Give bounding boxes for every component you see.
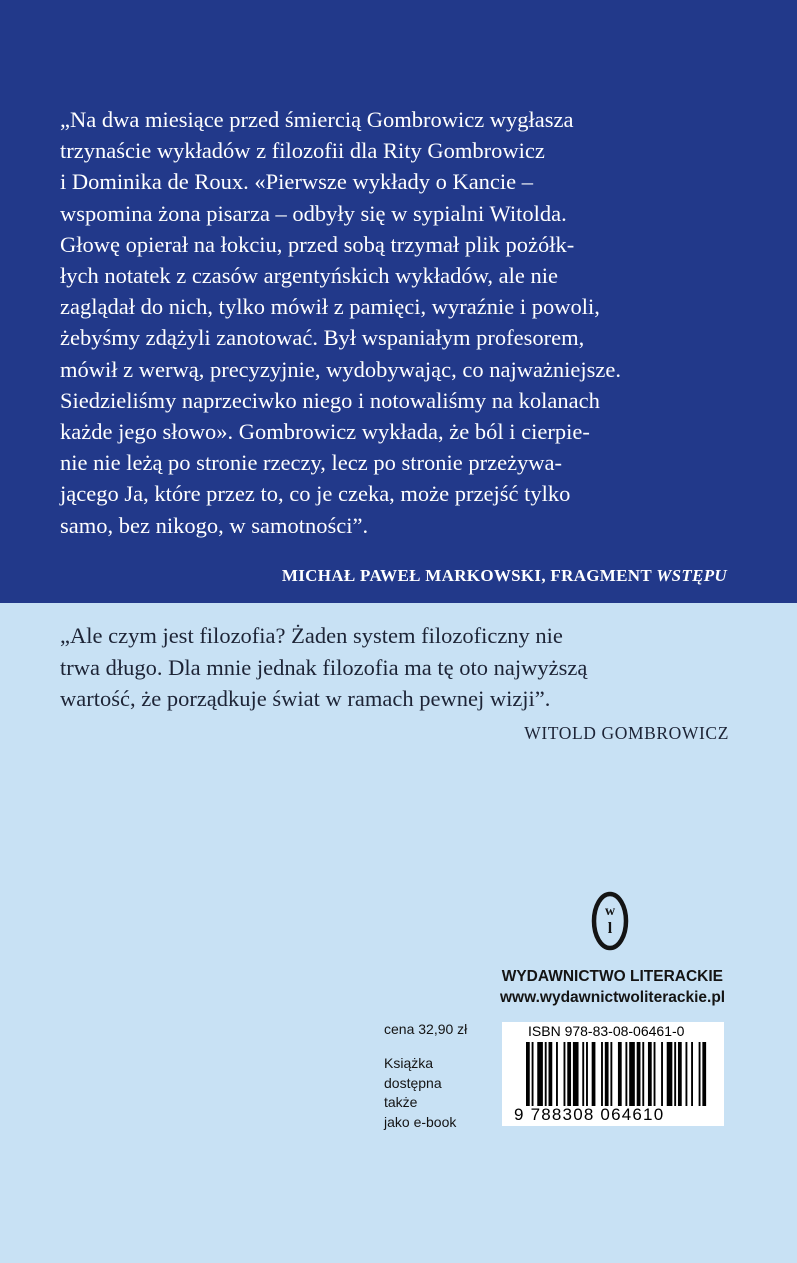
secondary-quote-attribution: WITOLD GOMBROWICZ: [524, 723, 729, 743]
attribution-author: MICHAŁ PAWEŁ MARKOWSKI, FRAGMENT: [281, 566, 657, 585]
barcode-icon: [526, 1042, 708, 1106]
ebook-note: Książka dostępna także jako e-book: [384, 1055, 457, 1130]
isbn-barcode: [502, 1022, 724, 1126]
main-quote: „Na dwa miesiące przed śmiercią Gombrowicz wygłasza trzynaście wykładów z filozofii dla Rity Gombrowicz i Dominika de Roux. «Pierwsze wykłady o Kancie – wspomina żona pisarza – odbyły się w sypialni Witolda. Głowę opierał na łokciu, przed sobą trzymał plik pożółk- łych notatek z czasów argentyńskich wykładów, ale nie zaglądał do nich, tylko mówił z pamięci, wyraźnie i powoli, żebyśmy zdążyli zanotować. Był wspaniałym profesorem, mówił z werwą, precyzyjnie, wydobywając, co najważniejsze. Siedzieliśmy naprzeciwko niego i notowaliśmy na kolanach każde jego słowo». Gombrowicz wykłada, że ból i cierpie- nie nie leżą po stronie rzeczy, lecz po stronie przeżywa- jącego Ja, które przez to, co je czeka, może przejść tylko samo, bez nikogo, w samotności”.: [60, 107, 622, 538]
attribution-source: WSTĘPU: [656, 566, 727, 585]
svg-text:w: w: [604, 904, 616, 919]
isbn-label: ISBN 978-83-08-06461-0: [528, 1023, 685, 1039]
main-quote-attribution: [282, 566, 727, 586]
barcode-digits: 9 788308 064610: [514, 1105, 665, 1124]
svg-text:l: l: [607, 920, 613, 937]
publisher-info: [500, 966, 726, 1008]
secondary-quote: „Ale czym jest filozofia? Żaden system filozoficzny nie trwa długo. Dla mnie jednak filozofia ma tę oto najwyższą wartość, że porządkuje świat w ramach pewnej wizji”.: [60, 623, 588, 711]
publisher-name: WYDAWNICTWO LITERACKIE: [501, 968, 723, 985]
publisher-logo: [588, 887, 632, 955]
price-label: cena 32,90 zł: [384, 1021, 468, 1037]
top-panel: [0, 0, 797, 603]
publisher-website: www.wydawnictwoliterackie.pl: [500, 989, 726, 1006]
bottom-panel: [0, 603, 797, 1263]
